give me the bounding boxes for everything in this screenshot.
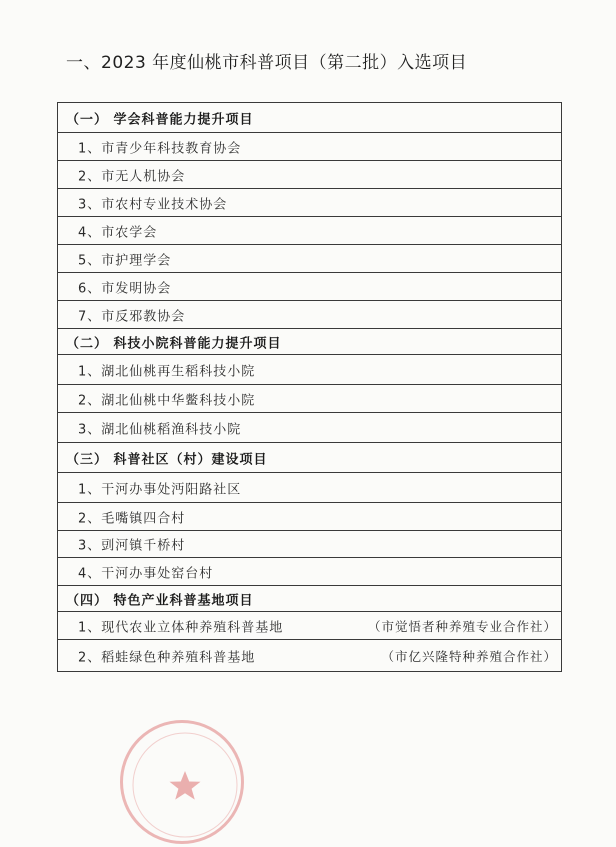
project-name: 2、毛嘴镇四合村 bbox=[78, 511, 186, 526]
table-row bbox=[58, 217, 561, 245]
project-name: 2、市无人机协会 bbox=[78, 169, 186, 184]
table-row bbox=[58, 273, 561, 301]
project-name: 6、市发明协会 bbox=[78, 281, 172, 296]
section-header-4 bbox=[58, 586, 561, 612]
project-name: 4、市农学会 bbox=[78, 225, 158, 240]
project-name: 1、湖北仙桃再生稻科技小院 bbox=[78, 364, 256, 379]
table-row bbox=[58, 245, 561, 273]
project-name: 7、市反邪教协会 bbox=[78, 309, 186, 324]
project-name: 3、市农村专业技术协会 bbox=[78, 197, 228, 212]
table-row bbox=[58, 355, 561, 385]
table-row bbox=[58, 473, 561, 503]
table-row bbox=[58, 558, 561, 586]
project-table bbox=[57, 102, 562, 672]
section-header-label: （一） 学会科普能力提升项目 bbox=[66, 112, 254, 127]
section-header-label: （四） 特色产业科普基地项目 bbox=[66, 593, 254, 608]
project-name: 1、现代农业立体种养殖科普基地 bbox=[78, 620, 284, 635]
project-organization: （市亿兴隆特种养殖合作社） bbox=[381, 648, 557, 664]
table-row bbox=[58, 133, 561, 161]
project-name: 5、市护理学会 bbox=[78, 253, 172, 268]
section-header-label: （二） 科技小院科普能力提升项目 bbox=[66, 336, 282, 351]
table-row bbox=[58, 640, 561, 672]
project-name: 1、干河办事处沔阳路社区 bbox=[78, 482, 242, 497]
star-icon bbox=[170, 771, 201, 800]
table-row bbox=[58, 385, 561, 413]
table-row bbox=[58, 189, 561, 217]
official-seal bbox=[120, 720, 244, 844]
table-row bbox=[58, 612, 561, 640]
project-name: 3、湖北仙桃稻渔科技小院 bbox=[78, 422, 242, 437]
project-name: 3、剅河镇千桥村 bbox=[78, 538, 186, 554]
table-row bbox=[58, 413, 561, 443]
page-title: 一、2023 年度仙桃市科普项目（第二批）入选项目 bbox=[66, 53, 468, 73]
table-row bbox=[58, 161, 561, 189]
project-name: 1、市青少年科技教育协会 bbox=[78, 141, 242, 156]
table-row bbox=[58, 531, 561, 558]
table-row bbox=[58, 503, 561, 531]
project-name: 2、稻蛙绿色种养殖科普基地 bbox=[78, 650, 256, 665]
project-name: 2、湖北仙桃中华鳖科技小院 bbox=[78, 393, 256, 408]
seal-graphic bbox=[123, 723, 247, 847]
project-organization: （市觉悟者种养殖专业合作社） bbox=[367, 618, 557, 634]
project-name: 4、干河办事处窑台村 bbox=[78, 566, 214, 581]
section-header-2 bbox=[58, 329, 561, 355]
section-header-1 bbox=[58, 103, 561, 133]
table-row bbox=[58, 301, 561, 329]
section-header-3 bbox=[58, 443, 561, 473]
section-header-label: （三） 科普社区（村）建设项目 bbox=[66, 452, 268, 467]
